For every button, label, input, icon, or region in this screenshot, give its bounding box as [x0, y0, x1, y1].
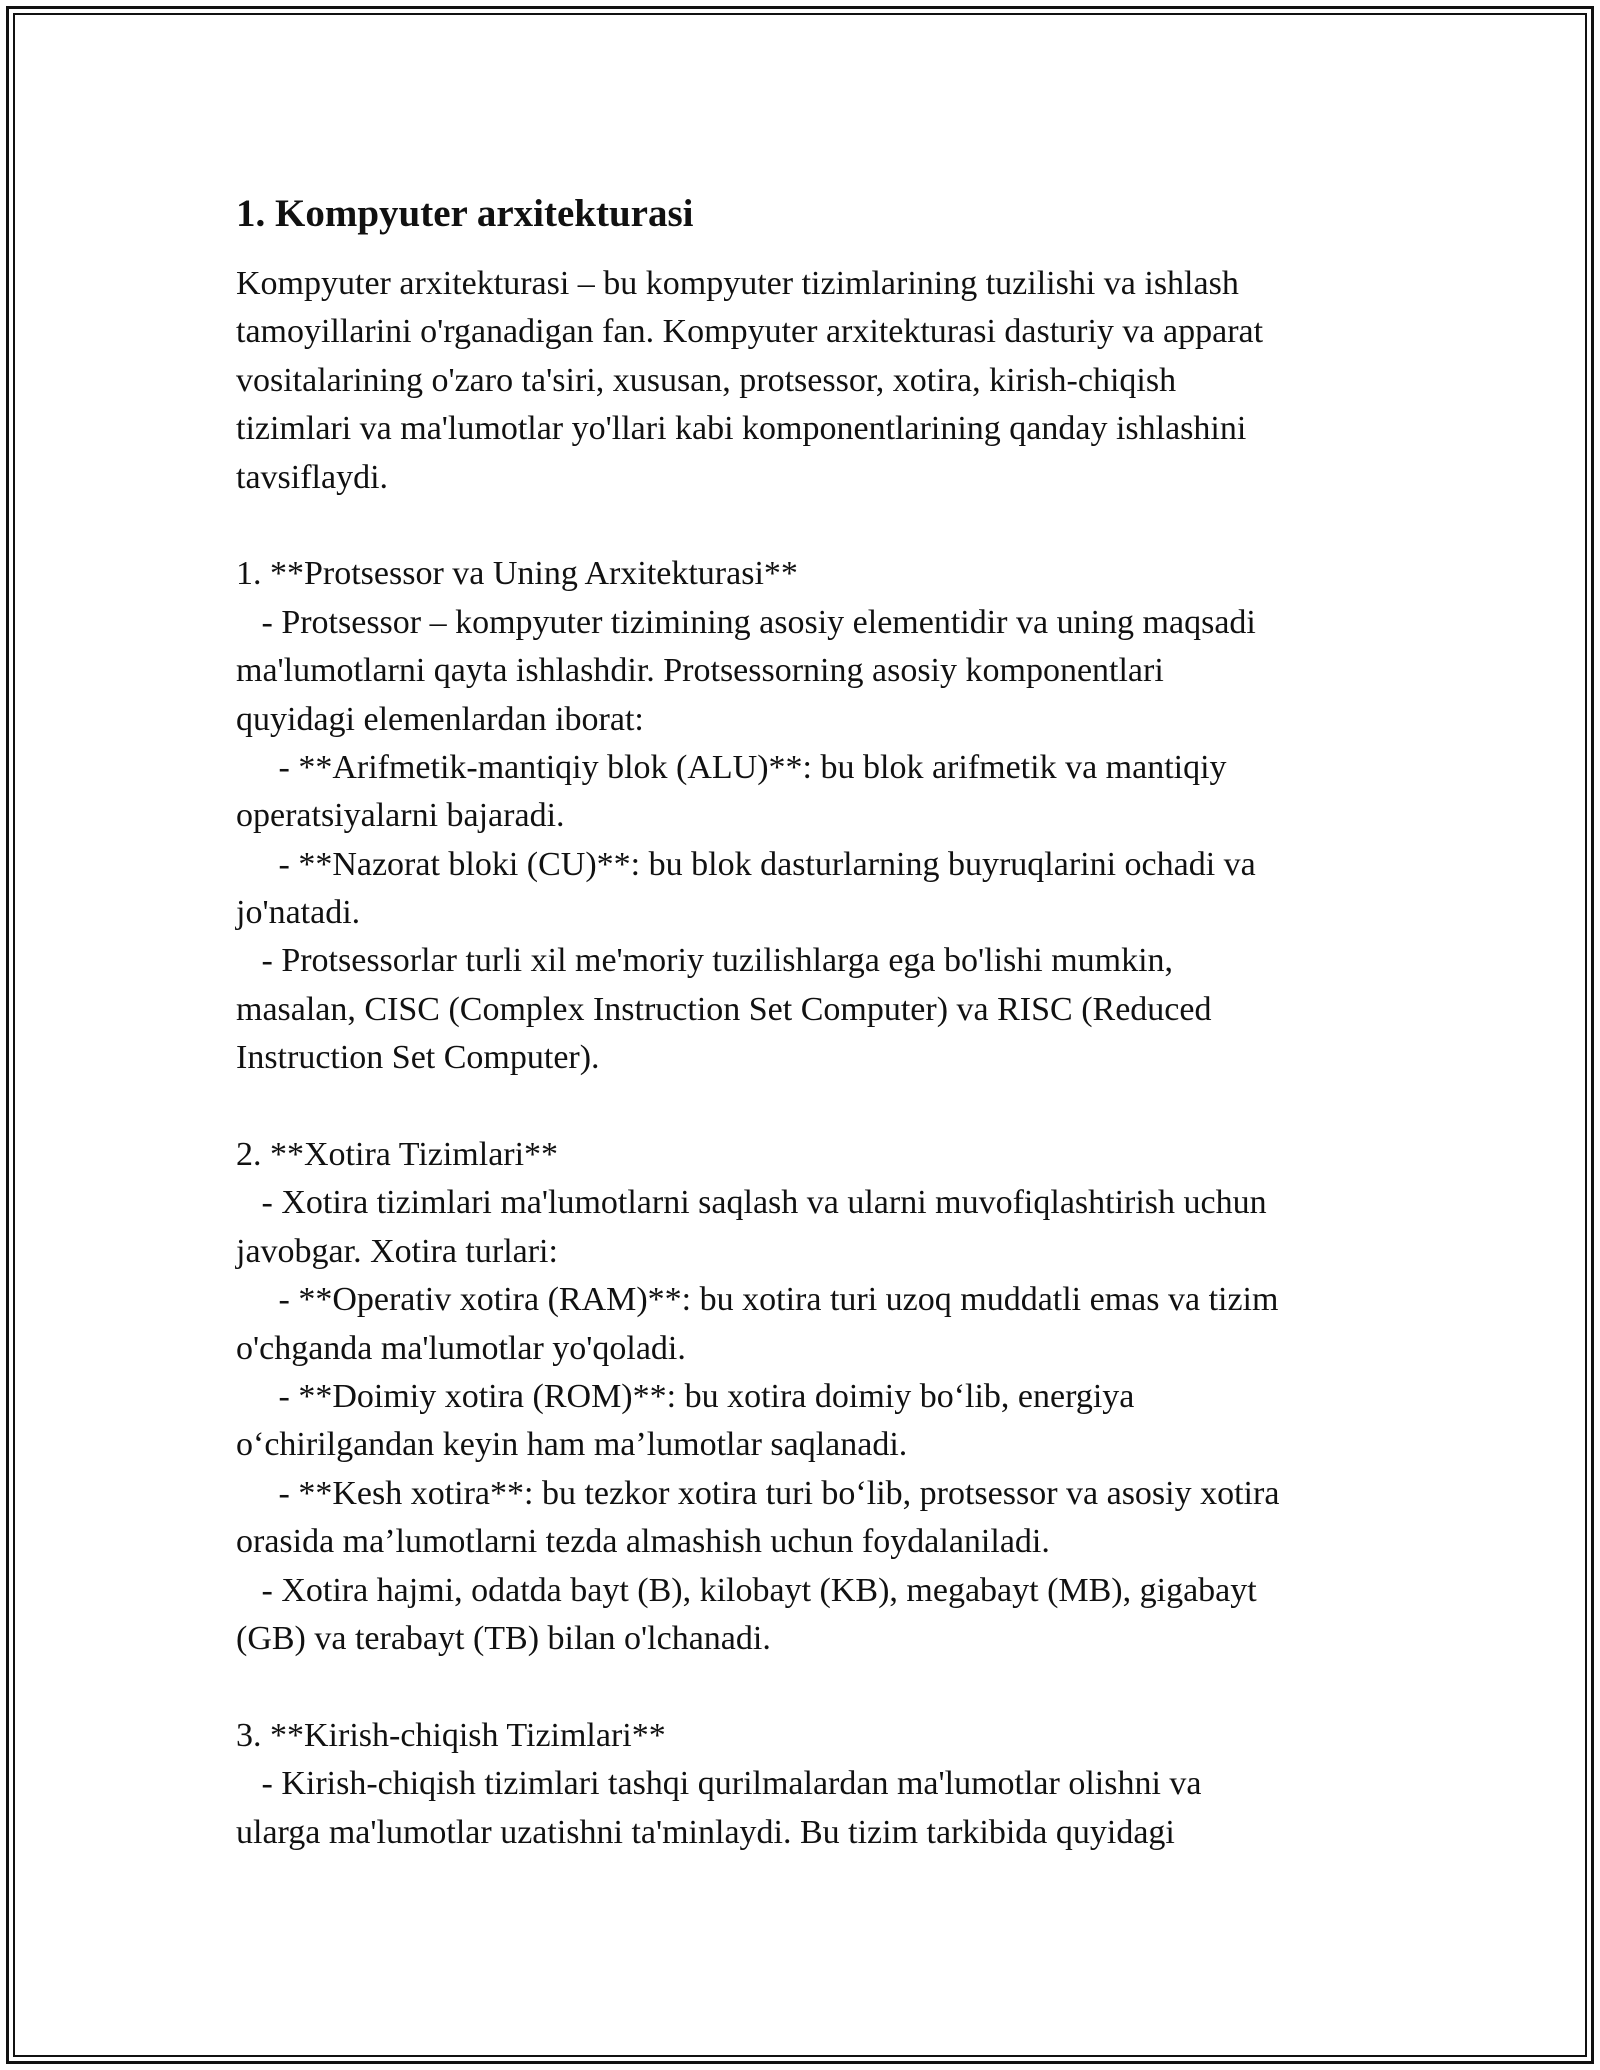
blank-line	[236, 502, 1376, 550]
blank-line	[236, 1663, 1376, 1711]
document-body	[236, 186, 1376, 1857]
text-line: - **Kesh xotira**: bu tezkor xotira turi bo‘lib, protsessor va asosiy xotira	[236, 1474, 1280, 1512]
text-line: - Protsessorlar turli xil me'moriy tuzilishlarga ega bo'lishi mumkin,	[236, 942, 1174, 980]
section-memory	[236, 1131, 1376, 1663]
text-line: jo'natadi.	[236, 894, 361, 932]
text-line: tizimlari va ma'lumotlar yo'llari kabi komponentlarining qanday ishlashini	[236, 410, 1247, 448]
text-line: Instruction Set Computer).	[236, 1039, 600, 1077]
section-io	[236, 1712, 1376, 1857]
text-line: tavsiflaydi.	[236, 458, 389, 496]
text-line: - Xotira hajmi, odatda bayt (B), kilobayt (KB), megabayt (MB), gigabayt	[236, 1571, 1257, 1609]
text-line: o'chganda ma'lumotlar yo'qoladi.	[236, 1329, 686, 1367]
section-processor	[236, 550, 1376, 1082]
text-line: (GB) va terabayt (TB) bilan o'lchanadi.	[236, 1619, 771, 1657]
text-line: javobgar. Xotira turlari:	[236, 1232, 558, 1270]
text-line: - Protsessor – kompyuter tizimining asosiy elementidir va uning maqsadi	[236, 603, 1256, 641]
text-line: tamoyillarini o'rganadigan fan. Kompyuter arxitekturasi dasturiy va apparat	[236, 313, 1264, 351]
section-heading: 2. **Xotira Tizimlari**	[236, 1136, 559, 1174]
text-line: masalan, CISC (Complex Instruction Set Computer) va RISC (Reduced	[236, 990, 1212, 1028]
section-heading: 3. **Kirish-chiqish Tizimlari**	[236, 1716, 666, 1754]
text-line: orasida ma’lumotlarni tezda almashish uchun foydalaniladi.	[236, 1523, 1050, 1561]
text-line: vositalarining o'zaro ta'siri, xususan, protsessor, xotira, kirish-chiqish	[236, 361, 1177, 399]
text-line: quyidagi elemenlardan iborat:	[236, 700, 644, 738]
text-line: ma'lumotlarni qayta ishlashdir. Protsessorning asosiy komponentlari	[236, 652, 1164, 690]
text-line: - Kirish-chiqish tizimlari tashqi qurilmalardan ma'lumotlar olishni va	[236, 1765, 1202, 1803]
text-line: o‘chirilgandan keyin ham ma’lumotlar saqlanadi.	[236, 1426, 908, 1464]
intro-paragraph	[236, 260, 1376, 502]
text-line: - **Doimiy xotira (ROM)**: bu xotira doimiy bo‘lib, energiya	[236, 1377, 1135, 1415]
text-line: operatsiyalarni bajaradi.	[236, 797, 565, 835]
text-line: - **Nazorat bloki (CU)**: bu blok dasturlarning buyruqlarini ochadi va	[236, 845, 1256, 883]
text-line: Kompyuter arxitekturasi – bu kompyuter tizimlarining tuzilishi va ishlash	[236, 265, 1239, 302]
text-line: ularga ma'lumotlar uzatishni ta'minlaydi. Bu tizim tarkibida quyidagi	[236, 1813, 1175, 1851]
text-line: - **Operativ xotira (RAM)**: bu xotira turi uzoq muddatli emas va tizim	[236, 1281, 1279, 1319]
section-heading: 1. **Protsessor va Uning Arxitekturasi**	[236, 555, 798, 593]
document-title: 1. Kompyuter arxitekturasi	[236, 192, 694, 235]
text-line: - Xotira tizimlari ma'lumotlarni saqlash va ularni muvofiqlashtirish uchun	[236, 1184, 1267, 1222]
text-line: - **Arifmetik-mantiqiy blok (ALU)**: bu blok arifmetik va mantiqiy	[236, 748, 1227, 786]
blank-line	[236, 1083, 1376, 1131]
